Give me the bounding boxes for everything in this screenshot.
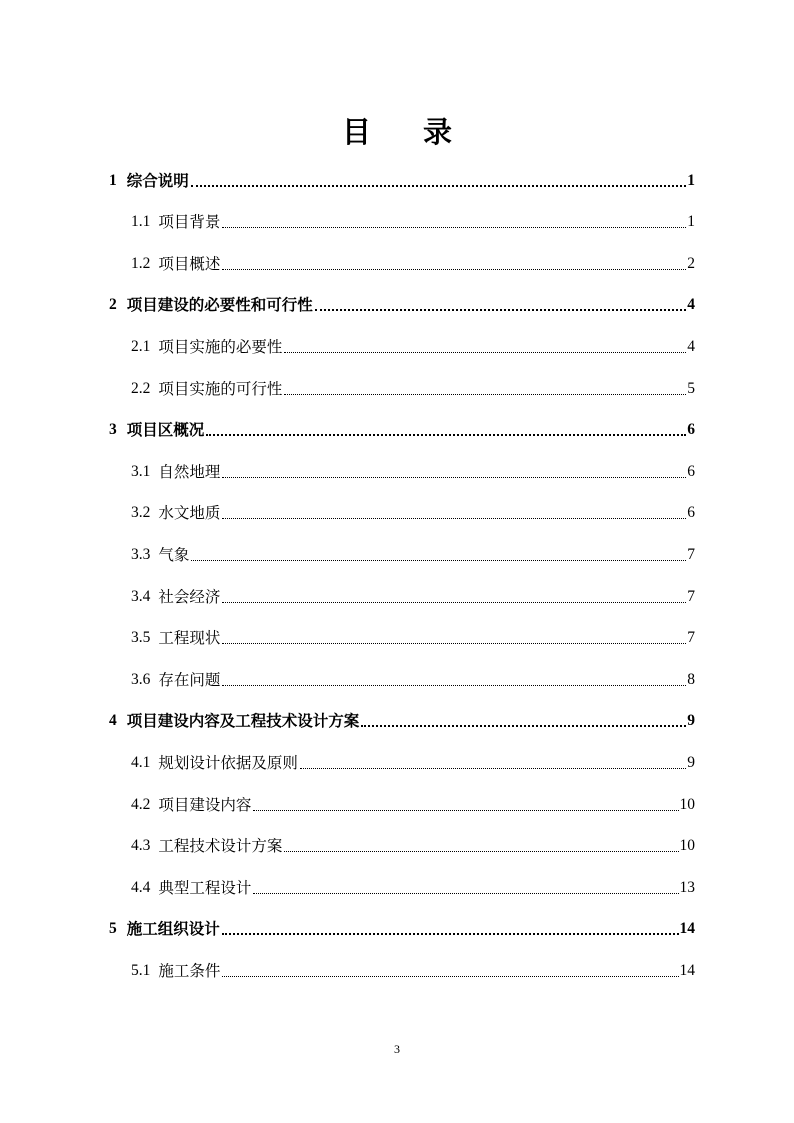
toc-entry-number: 4.4 (131, 878, 151, 896)
toc-section-entry[interactable] (109, 948, 695, 990)
toc-entry-title: 社会经济 (158, 587, 221, 606)
toc-entry-title: 项目区概况 (126, 421, 205, 440)
toc-entry-title: 典型工程设计 (158, 878, 252, 897)
toc-entry-page-number: 1 (687, 213, 695, 231)
toc-section-entry[interactable] (109, 532, 695, 574)
toc-entry-title: 项目建设内容及工程技术设计方案 (126, 712, 360, 731)
toc-entry-title: 项目建设的必要性和可行性 (126, 296, 313, 315)
toc-section-entry[interactable] (109, 200, 695, 242)
table-of-contents (109, 158, 695, 990)
toc-dot-leader (284, 394, 686, 395)
toc-entry-title: 项目实施的必要性 (158, 337, 283, 356)
toc-entry-number: 3.5 (131, 629, 151, 647)
toc-entry-page-number: 14 (679, 961, 695, 979)
toc-dot-leader (222, 643, 686, 644)
toc-dot-leader (222, 602, 686, 603)
toc-dot-leader (222, 227, 686, 228)
toc-chapter-entry[interactable] (109, 408, 695, 450)
toc-entry-number: 4.2 (131, 795, 151, 813)
toc-entry-page-number: 6 (687, 504, 695, 522)
toc-entry-title: 规划设计依据及原则 (158, 753, 298, 772)
toc-entry-number: 1 (109, 171, 117, 189)
toc-entry-title: 项目实施的可行性 (158, 379, 283, 398)
toc-entry-page-number: 2 (687, 254, 695, 272)
toc-entry-number: 5.1 (131, 961, 151, 979)
toc-entry-page-number: 1 (687, 171, 695, 189)
toc-entry-title: 项目背景 (158, 213, 221, 232)
toc-dot-leader (222, 685, 686, 686)
toc-dot-leader (361, 725, 686, 727)
toc-dot-leader (253, 893, 678, 894)
toc-section-entry[interactable] (109, 865, 695, 907)
toc-entry-page-number: 7 (687, 587, 695, 605)
toc-entry-title: 存在问题 (158, 670, 221, 689)
toc-entry-number: 4 (109, 712, 117, 730)
toc-entry-number: 3.4 (131, 587, 151, 605)
toc-chapter-entry[interactable] (109, 907, 695, 949)
footer-page-number: 3 (394, 1042, 400, 1056)
toc-section-entry[interactable] (109, 657, 695, 699)
toc-dot-leader (315, 309, 686, 311)
toc-dot-leader (284, 851, 678, 852)
toc-dot-leader (222, 933, 679, 935)
toc-entry-page-number: 9 (687, 712, 695, 730)
toc-section-entry[interactable] (109, 616, 695, 658)
toc-entry-number: 3 (109, 421, 117, 439)
toc-entry-title: 气象 (158, 545, 190, 564)
page-title: 目录 (341, 115, 504, 149)
toc-entry-number: 3.2 (131, 504, 151, 522)
toc-entry-number: 2 (109, 296, 117, 314)
toc-entry-page-number: 6 (687, 421, 695, 439)
toc-section-entry[interactable] (109, 824, 695, 866)
toc-entry-title: 水文地质 (158, 504, 221, 523)
toc-dot-leader (284, 352, 686, 353)
toc-dot-leader (222, 477, 686, 478)
toc-entry-number: 2.1 (131, 337, 151, 355)
toc-section-entry[interactable] (109, 740, 695, 782)
toc-entry-title: 项目建设内容 (158, 795, 252, 814)
toc-entry-title: 项目概述 (158, 254, 221, 273)
toc-entry-page-number: 4 (687, 337, 695, 355)
toc-entry-page-number: 14 (679, 920, 695, 938)
toc-entry-page-number: 4 (687, 296, 695, 314)
toc-entry-title: 工程现状 (158, 629, 221, 648)
toc-entry-number: 1.2 (131, 254, 151, 272)
toc-entry-page-number: 13 (679, 878, 695, 896)
toc-entry-number: 4.3 (131, 837, 151, 855)
toc-entry-page-number: 7 (687, 629, 695, 647)
toc-entry-page-number: 6 (687, 462, 695, 480)
toc-dot-leader (300, 768, 686, 769)
toc-section-entry[interactable] (109, 324, 695, 366)
toc-entry-page-number: 9 (687, 753, 695, 771)
toc-section-entry[interactable] (109, 449, 695, 491)
toc-chapter-entry[interactable] (109, 699, 695, 741)
toc-chapter-entry[interactable] (109, 283, 695, 325)
toc-entry-page-number: 10 (679, 795, 695, 813)
toc-entry-page-number: 10 (679, 837, 695, 855)
toc-entry-number: 5 (109, 920, 117, 938)
toc-entry-number: 2.2 (131, 379, 151, 397)
toc-entry-page-number: 8 (687, 670, 695, 688)
toc-dot-leader (222, 976, 678, 977)
toc-section-entry[interactable] (109, 491, 695, 533)
toc-section-entry[interactable] (109, 782, 695, 824)
toc-section-entry[interactable] (109, 366, 695, 408)
toc-dot-leader (222, 269, 686, 270)
toc-entry-title: 自然地理 (158, 462, 221, 481)
toc-entry-page-number: 5 (687, 379, 695, 397)
toc-dot-leader (222, 518, 686, 519)
toc-entry-title: 施工组织设计 (126, 920, 220, 939)
toc-entry-title: 综合说明 (126, 171, 189, 190)
toc-dot-leader (206, 434, 686, 436)
toc-section-entry[interactable] (109, 241, 695, 283)
toc-entry-title: 施工条件 (158, 961, 221, 980)
toc-entry-number: 4.1 (131, 753, 151, 771)
toc-entry-number: 1.1 (131, 213, 151, 231)
toc-section-entry[interactable] (109, 574, 695, 616)
toc-entry-number: 3.1 (131, 462, 151, 480)
toc-dot-leader (191, 185, 686, 187)
toc-entry-title: 工程技术设计方案 (158, 837, 283, 856)
toc-dot-leader (253, 810, 678, 811)
toc-entry-page-number: 7 (687, 545, 695, 563)
toc-entry-number: 3.3 (131, 545, 151, 563)
toc-entry-number: 3.6 (131, 670, 151, 688)
toc-dot-leader (191, 560, 686, 561)
toc-chapter-entry[interactable] (109, 158, 695, 200)
